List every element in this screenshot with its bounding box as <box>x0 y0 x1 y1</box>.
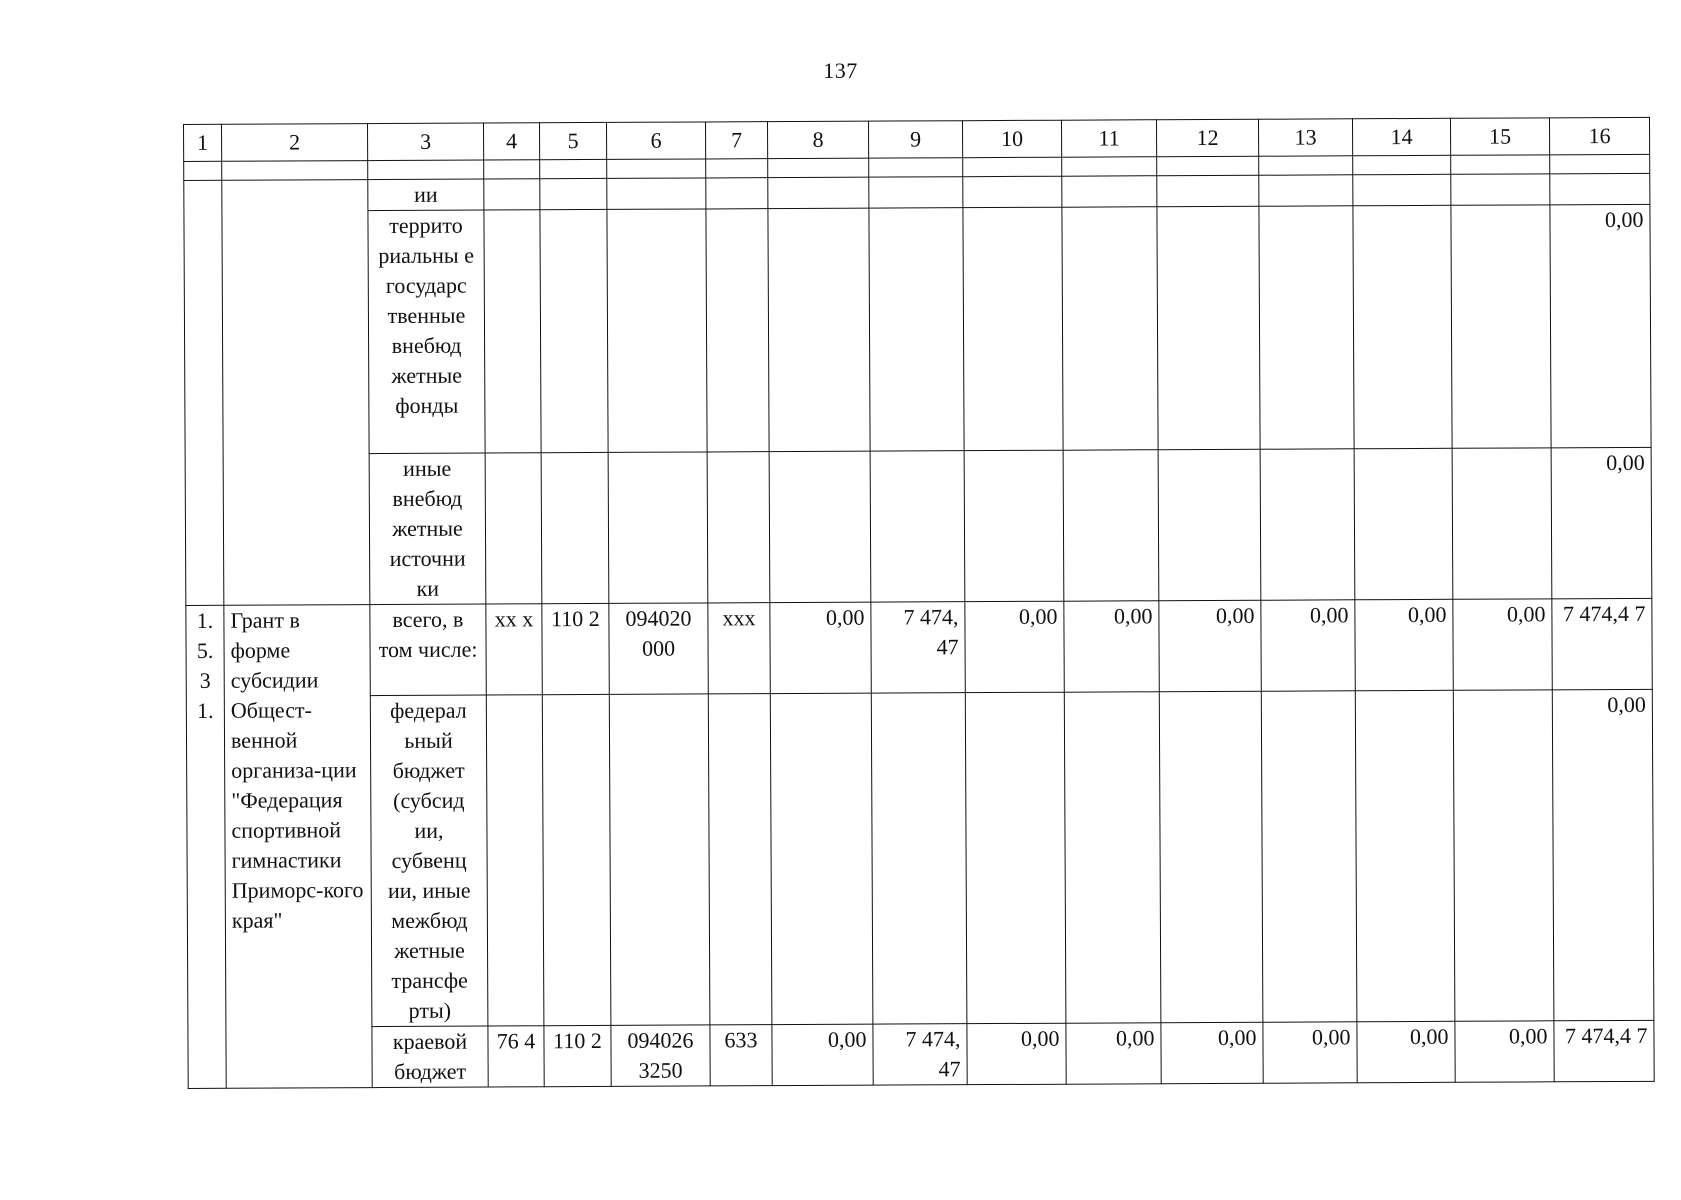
empty-cell <box>869 158 963 177</box>
empty-cell <box>1453 690 1554 1021</box>
value-cell: 0,00 <box>1551 447 1652 598</box>
source-cell: федерал ьный бюджет (субсид ии, субвенц ии, иные межбюд жетные трансфе рты) <box>370 695 488 1027</box>
header-cell: 15 <box>1450 118 1549 155</box>
empty-cell <box>609 694 710 1025</box>
empty-cell <box>1353 174 1451 205</box>
empty-cell <box>540 159 607 178</box>
empty-cell <box>770 693 873 1024</box>
value-cell: 7 474, 47 <box>871 602 965 693</box>
empty-cell <box>1158 449 1261 600</box>
empty-cell <box>706 178 768 209</box>
empty-cell <box>963 207 1063 450</box>
code-cell: 633 <box>710 1025 772 1086</box>
empty-cell <box>1550 154 1650 173</box>
empty-cell <box>869 208 964 451</box>
header-cell: 8 <box>767 121 868 158</box>
value-cell: 0,00 <box>1552 689 1654 1020</box>
empty-cell <box>608 452 708 603</box>
empty-cell <box>1451 155 1550 174</box>
header-cell: 12 <box>1156 119 1258 156</box>
code-cell: 094020 000 <box>609 603 708 694</box>
empty-cell <box>1157 206 1260 449</box>
code-cell: 110 2 <box>542 603 609 694</box>
empty-cell <box>1260 449 1355 600</box>
header-cell: 1 <box>184 124 222 161</box>
empty-cell <box>540 209 608 452</box>
empty-cell <box>963 157 1062 176</box>
value-cell: 0,00 <box>1455 1021 1554 1082</box>
empty-cell <box>607 209 707 452</box>
empty-cell <box>484 210 541 453</box>
value-cell: 7 474,4 7 <box>1552 598 1652 689</box>
empty-cell <box>1157 175 1259 206</box>
empty-cell <box>871 693 967 1024</box>
item-name-cell: Грант в форме субсидии Общест-венной организа-ции "Федерация спортивной гимнастики Приморс-кого края" <box>224 605 372 1089</box>
code-cell: 76 4 <box>488 1026 544 1087</box>
header-cell: 6 <box>606 122 705 159</box>
table-row <box>188 1020 1654 1088</box>
empty-cell <box>1062 157 1157 176</box>
empty-cell <box>768 208 870 451</box>
budget-table-container <box>183 117 1648 1089</box>
empty-cell <box>768 158 869 177</box>
empty-cell <box>1062 176 1157 207</box>
empty-cell <box>1259 206 1354 449</box>
empty-cell <box>1261 691 1357 1022</box>
empty-cell <box>706 209 769 452</box>
page-number: 137 <box>823 58 858 83</box>
table-row <box>184 204 1651 454</box>
value-cell: 0,00 <box>1066 1023 1161 1084</box>
empty-cell <box>769 451 871 602</box>
table-row <box>186 689 1654 1027</box>
empty-cell <box>1063 450 1159 601</box>
empty-cell <box>1062 207 1158 450</box>
header-cell: 3 <box>368 123 484 161</box>
value-cell: 0,00 <box>1261 600 1355 691</box>
code-cell: xxx <box>708 603 770 694</box>
value-cell: 0,00 <box>770 602 871 693</box>
code-cell: 094026 3250 <box>611 1025 710 1086</box>
header-cell: 2 <box>222 124 368 162</box>
header-cell: 11 <box>1061 120 1156 157</box>
header-cell: 14 <box>1352 118 1450 155</box>
header-cell: 9 <box>868 121 962 158</box>
source-cell: террито риальны е государс твенные внебюд жетные фонды <box>368 210 485 454</box>
source-cell: иные внебюд жетные источни ки <box>369 453 486 605</box>
empty-cell <box>1259 175 1353 206</box>
empty-cell <box>768 177 869 208</box>
empty-cell <box>965 692 1066 1023</box>
value-cell: 0,00 <box>1263 1022 1357 1083</box>
item-number-cell: 1. 5. 3 1. <box>186 605 226 1088</box>
empty-cell <box>964 450 1064 601</box>
empty-cell <box>484 179 540 210</box>
empty-cell <box>1452 448 1552 599</box>
value-cell: 7 474,4 7 <box>1554 1020 1654 1081</box>
empty-cell <box>1354 448 1453 599</box>
value-cell: 0,00 <box>965 601 1064 692</box>
table-row <box>185 447 1652 605</box>
empty-cell <box>1550 173 1650 204</box>
value-cell: 0,00 <box>1357 1021 1455 1082</box>
empty-cell <box>708 694 772 1025</box>
header-cell: 5 <box>539 122 606 159</box>
code-cell: 110 2 <box>544 1025 611 1086</box>
empty-cell <box>1355 690 1455 1021</box>
empty-cell <box>484 160 540 179</box>
value-cell: 0,00 <box>1355 599 1453 690</box>
empty-cell <box>870 451 965 602</box>
empty-cell <box>706 159 768 178</box>
empty-cell <box>869 177 963 208</box>
value-cell: 0,00 <box>1550 204 1651 447</box>
value-cell: 0,00 <box>772 1024 873 1085</box>
empty-cell <box>222 180 370 606</box>
budget-table <box>183 117 1655 1089</box>
value-cell: 0,00 <box>1064 601 1159 692</box>
empty-cell <box>485 453 542 604</box>
empty-cell <box>1064 692 1161 1023</box>
source-cell: всего, в том числе: <box>370 604 486 696</box>
header-cell: 10 <box>962 120 1061 157</box>
value-cell: 7 474, 47 <box>873 1024 967 1085</box>
empty-cell <box>368 160 484 180</box>
empty-cell <box>1451 205 1551 448</box>
header-cell: 7 <box>705 122 767 159</box>
empty-cell <box>541 452 609 603</box>
table-row <box>186 598 1652 696</box>
empty-cell <box>607 159 706 178</box>
value-cell: 0,00 <box>1161 1022 1263 1083</box>
empty-cell <box>184 180 224 605</box>
empty-cell <box>607 178 706 209</box>
empty-cell <box>707 452 770 603</box>
empty-cell <box>1159 691 1263 1022</box>
empty-cell <box>1353 205 1452 448</box>
empty-cell <box>963 176 1062 207</box>
value-cell: 0,00 <box>967 1023 1066 1084</box>
code-cell: xx x <box>486 604 542 695</box>
empty-cell <box>1353 155 1451 174</box>
empty-cell <box>1157 156 1259 175</box>
empty-cell <box>486 695 544 1026</box>
empty-cell <box>1451 174 1550 205</box>
header-cell: 13 <box>1258 119 1352 156</box>
value-cell: 0,00 <box>1453 599 1552 690</box>
header-cell: 16 <box>1549 117 1649 154</box>
empty-cell <box>542 694 611 1025</box>
header-cell: 4 <box>483 123 539 160</box>
empty-cell <box>1259 156 1353 175</box>
source-cell: краевой бюджет <box>372 1026 488 1088</box>
source-cell: ии <box>368 179 484 211</box>
empty-cell <box>222 161 368 181</box>
empty-cell <box>540 178 607 209</box>
value-cell: 0,00 <box>1159 600 1261 691</box>
empty-cell <box>184 161 222 180</box>
